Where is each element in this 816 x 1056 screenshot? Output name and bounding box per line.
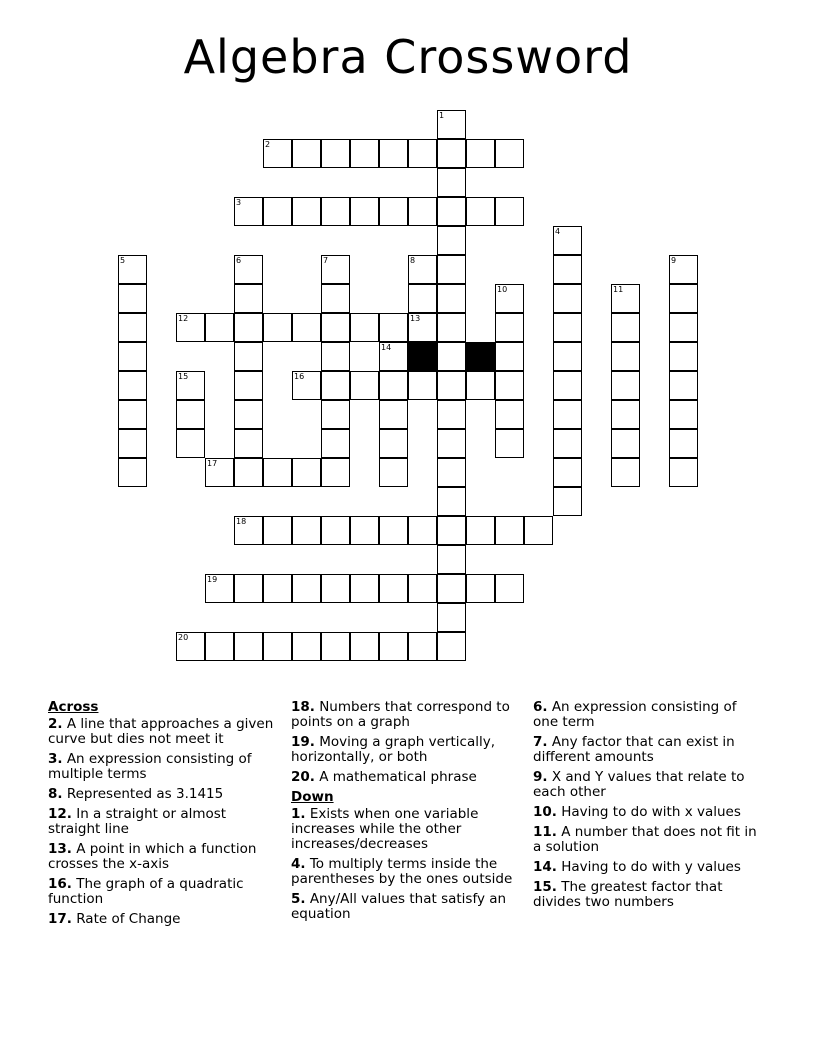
grid-cell[interactable] [524, 516, 553, 545]
grid-cell[interactable] [118, 313, 147, 342]
grid-cell[interactable] [234, 429, 263, 458]
grid-cell[interactable] [495, 371, 524, 400]
grid-cell[interactable] [350, 516, 379, 545]
grid-cell[interactable] [321, 458, 350, 487]
grid-cell[interactable] [234, 458, 263, 487]
grid-cell[interactable] [437, 545, 466, 574]
clue [48, 877, 278, 907]
grid-cell[interactable] [669, 284, 698, 313]
clue [48, 752, 278, 782]
grid-cell[interactable] [350, 632, 379, 661]
clue-num: 3. [48, 751, 63, 767]
grid-cell[interactable] [495, 284, 524, 313]
clue-number: 4 [555, 227, 561, 236]
grid-cell[interactable] [321, 371, 350, 400]
grid-cell[interactable] [611, 284, 640, 313]
grid-cell[interactable] [176, 400, 205, 429]
across-heading: Across [48, 699, 99, 715]
clue-number: 5 [120, 256, 126, 265]
grid-cell[interactable] [437, 284, 466, 313]
grid-cell[interactable] [669, 342, 698, 371]
clue [48, 717, 278, 747]
grid-cell[interactable] [437, 168, 466, 197]
clue-num: 11. [533, 824, 557, 840]
grid-cell[interactable] [553, 487, 582, 516]
clue [533, 825, 763, 855]
grid-cell[interactable] [437, 255, 466, 284]
grid-cell[interactable] [205, 313, 234, 342]
grid-cell[interactable] [379, 139, 408, 168]
clue-number: 18 [236, 517, 247, 526]
down-clue-list-continued [533, 700, 763, 910]
clue-num: 20. [291, 769, 315, 785]
grid-cell[interactable] [408, 516, 437, 545]
grid-cell[interactable] [118, 371, 147, 400]
clue-num: 6. [533, 699, 548, 715]
grid-cell[interactable] [495, 342, 524, 371]
grid-cell[interactable] [234, 197, 263, 226]
grid-cell[interactable] [321, 284, 350, 313]
clue-number: 10 [497, 285, 508, 294]
grid-cell[interactable] [495, 313, 524, 342]
grid-cell[interactable] [611, 342, 640, 371]
grid-cell[interactable] [611, 429, 640, 458]
grid-cell[interactable] [234, 313, 263, 342]
clue-text: Any factor that can exist in different amounts [533, 734, 735, 765]
grid-cell[interactable] [437, 197, 466, 226]
grid-cell[interactable] [118, 400, 147, 429]
clue-number: 20 [178, 633, 189, 642]
clue-number: 8 [410, 256, 416, 265]
clue-number: 11 [613, 285, 624, 294]
clue-text: An expression consisting of one term [533, 699, 737, 730]
clue [291, 700, 521, 730]
grid-cell[interactable] [437, 574, 466, 603]
grid-cell[interactable] [350, 574, 379, 603]
clue-text: The greatest factor that divides two numbers [533, 879, 723, 910]
grid-cell[interactable] [408, 313, 437, 342]
grid-cell[interactable] [321, 632, 350, 661]
grid-cell[interactable] [263, 197, 292, 226]
grid-cell[interactable] [495, 516, 524, 545]
clue-num: 5. [291, 891, 306, 907]
grid-cell[interactable] [379, 371, 408, 400]
grid-cell[interactable] [437, 458, 466, 487]
clue [291, 735, 521, 765]
grid-cell[interactable] [205, 574, 234, 603]
clue [48, 807, 278, 837]
grid-cell[interactable] [234, 632, 263, 661]
grid-cell[interactable] [321, 342, 350, 371]
clue-text: Rate of Change [71, 911, 181, 927]
across-clue-list [48, 717, 278, 927]
grid-cell[interactable] [379, 632, 408, 661]
grid-cell[interactable] [234, 255, 263, 284]
clue-number: 12 [178, 314, 189, 323]
clue-text: Any/All values that satisfy an equation [291, 891, 507, 922]
grid-cell[interactable] [234, 516, 263, 545]
clue-number: 17 [207, 459, 218, 468]
grid-cell[interactable] [553, 313, 582, 342]
grid-cell[interactable] [669, 400, 698, 429]
clue-number: 16 [294, 372, 305, 381]
grid-cell[interactable] [234, 371, 263, 400]
grid-cell[interactable] [466, 197, 495, 226]
grid-cell[interactable] [437, 487, 466, 516]
grid-cell[interactable] [437, 603, 466, 632]
clue [48, 912, 278, 927]
grid-cell[interactable] [321, 197, 350, 226]
grid-cell[interactable] [379, 574, 408, 603]
clue-num: 9. [533, 769, 548, 785]
grid-cell[interactable] [321, 574, 350, 603]
grid-cell[interactable] [350, 371, 379, 400]
clue-num: 16. [48, 876, 72, 892]
clue-text: In a straight or almost straight line [48, 806, 227, 837]
grid-cell[interactable] [234, 284, 263, 313]
clue-text: A mathematical phrase [314, 769, 477, 785]
blocked-cell [408, 342, 437, 371]
grid-cell[interactable] [234, 574, 263, 603]
grid-cell[interactable] [408, 574, 437, 603]
grid-cell[interactable] [263, 516, 292, 545]
blocked-cell [466, 342, 495, 371]
clue-num: 15. [533, 879, 557, 895]
grid-cell[interactable] [611, 400, 640, 429]
down-heading: Down [291, 789, 334, 805]
clue-num: 18. [291, 699, 315, 715]
grid-cell[interactable] [669, 313, 698, 342]
clue-num: 8. [48, 786, 63, 802]
clue [48, 842, 278, 872]
grid-cell[interactable] [437, 313, 466, 342]
grid-cell[interactable] [466, 371, 495, 400]
grid-cell[interactable] [292, 458, 321, 487]
grid-cell[interactable] [292, 574, 321, 603]
grid-cell[interactable] [118, 284, 147, 313]
grid-cell[interactable] [669, 255, 698, 284]
clue [291, 857, 521, 887]
clue-num: 14. [533, 859, 557, 875]
clue-number: 2 [265, 140, 271, 149]
grid-cell[interactable] [437, 226, 466, 255]
grid-cell[interactable] [408, 197, 437, 226]
grid-cell[interactable] [263, 313, 292, 342]
grid-cell[interactable] [553, 371, 582, 400]
clue-text: The graph of a quadratic function [48, 876, 244, 907]
grid-cell[interactable] [205, 458, 234, 487]
grid-cell[interactable] [350, 197, 379, 226]
clue [533, 770, 763, 800]
grid-cell[interactable] [553, 284, 582, 313]
grid-cell[interactable] [408, 632, 437, 661]
clue-num: 13. [48, 841, 72, 857]
clue-num: 17. [48, 911, 72, 927]
grid-cell[interactable] [669, 371, 698, 400]
grid-cell[interactable] [466, 516, 495, 545]
clue [291, 807, 521, 852]
grid-cell[interactable] [611, 458, 640, 487]
grid-cell[interactable] [350, 139, 379, 168]
grid-cell[interactable] [437, 400, 466, 429]
clue-text: A number that does not fit in a solution [533, 824, 757, 855]
clue [291, 770, 521, 785]
clue [533, 880, 763, 910]
clue-text: A point in which a function crosses the x-axis [48, 841, 257, 872]
grid-cell[interactable] [321, 255, 350, 284]
grid-cell[interactable] [495, 400, 524, 429]
grid-cell[interactable] [437, 632, 466, 661]
clue [533, 860, 763, 875]
grid-cell[interactable] [553, 255, 582, 284]
clue-text: To multiply terms inside the parentheses by the ones outside [291, 856, 513, 887]
grid-cell[interactable] [437, 139, 466, 168]
grid-cell[interactable] [263, 458, 292, 487]
clue [291, 892, 521, 922]
grid-cell[interactable] [408, 284, 437, 313]
clue-num: 2. [48, 716, 63, 732]
grid-cell[interactable] [437, 342, 466, 371]
clue-number: 3 [236, 198, 242, 207]
grid-cell[interactable] [118, 458, 147, 487]
grid-cell[interactable] [669, 429, 698, 458]
clue-text: A line that approaches a given curve but dies not meet it [48, 716, 274, 747]
clue-number: 7 [323, 256, 329, 265]
grid-cell[interactable] [379, 429, 408, 458]
grid-cell[interactable] [553, 226, 582, 255]
grid-cell[interactable] [321, 313, 350, 342]
grid-cell[interactable] [495, 429, 524, 458]
grid-cell[interactable] [292, 516, 321, 545]
clue [533, 805, 763, 820]
clue-number: 15 [178, 372, 189, 381]
grid-cell[interactable] [379, 458, 408, 487]
clue-number: 1 [439, 111, 445, 120]
clue-num: 4. [291, 856, 306, 872]
grid-cell[interactable] [176, 371, 205, 400]
clues-column-3 [533, 700, 763, 915]
down-clue-list [291, 807, 521, 922]
grid-cell[interactable] [379, 516, 408, 545]
grid-cell[interactable] [379, 197, 408, 226]
grid-cell[interactable] [669, 458, 698, 487]
grid-cell[interactable] [176, 313, 205, 342]
clue-text: An expression consisting of multiple terms [48, 751, 252, 782]
grid-cell[interactable] [611, 313, 640, 342]
grid-cell[interactable] [495, 139, 524, 168]
clue-num: 7. [533, 734, 548, 750]
grid-cell[interactable] [553, 458, 582, 487]
clue [48, 787, 278, 802]
across-clue-list-continued [291, 700, 521, 785]
grid-cell[interactable] [350, 313, 379, 342]
grid-cell[interactable] [118, 255, 147, 284]
clue-text: Moving a graph vertically, horizontally, or both [291, 734, 496, 765]
grid-cell[interactable] [234, 400, 263, 429]
grid-cell[interactable] [408, 139, 437, 168]
grid-cell[interactable] [205, 632, 234, 661]
grid-cell[interactable] [292, 371, 321, 400]
clue [533, 735, 763, 765]
grid-cell[interactable] [321, 400, 350, 429]
grid-cell[interactable] [379, 400, 408, 429]
grid-cell[interactable] [437, 429, 466, 458]
grid-cell[interactable] [321, 139, 350, 168]
clue-text: Represented as 3.1415 [62, 786, 224, 802]
grid-cell[interactable] [292, 197, 321, 226]
grid-cell[interactable] [176, 429, 205, 458]
clue-text: Numbers that correspond to points on a graph [291, 699, 510, 730]
clue-num: 19. [291, 734, 315, 750]
grid-cell[interactable] [321, 516, 350, 545]
clue-number: 9 [671, 256, 677, 265]
grid-cell[interactable] [495, 197, 524, 226]
grid-cell[interactable] [263, 574, 292, 603]
grid-cell[interactable] [118, 342, 147, 371]
grid-cell[interactable] [437, 371, 466, 400]
clue-number: 13 [410, 314, 421, 323]
grid-cell[interactable] [379, 313, 408, 342]
clue-text: Having to do with y values [556, 859, 741, 875]
grid-cell[interactable] [408, 371, 437, 400]
grid-cell[interactable] [234, 342, 263, 371]
clue-num: 12. [48, 806, 72, 822]
page-title: Algebra Crossword [183, 30, 633, 84]
grid-cell[interactable] [292, 139, 321, 168]
grid-cell[interactable] [379, 342, 408, 371]
grid-cell[interactable] [263, 632, 292, 661]
grid-cell[interactable] [553, 429, 582, 458]
grid-cell[interactable] [437, 516, 466, 545]
clue-number: 14 [381, 343, 392, 352]
clue-num: 1. [291, 806, 306, 822]
clue-number: 6 [236, 256, 242, 265]
grid-cell[interactable] [292, 313, 321, 342]
grid-cell[interactable] [263, 139, 292, 168]
grid-cell[interactable] [437, 110, 466, 139]
grid-cell[interactable] [118, 429, 147, 458]
grid-cell[interactable] [321, 429, 350, 458]
clue [533, 700, 763, 730]
clue-text: X and Y values that relate to each other [533, 769, 745, 800]
clues-column-1 [48, 700, 278, 932]
grid-cell[interactable] [553, 400, 582, 429]
grid-cell[interactable] [553, 342, 582, 371]
clue-num: 10. [533, 804, 557, 820]
grid-cell[interactable] [466, 574, 495, 603]
grid-cell[interactable] [495, 574, 524, 603]
grid-cell[interactable] [408, 255, 437, 284]
grid-cell[interactable] [176, 632, 205, 661]
grid-cell[interactable] [466, 139, 495, 168]
grid-cell[interactable] [611, 371, 640, 400]
grid-cell[interactable] [292, 632, 321, 661]
clue-number: 19 [207, 575, 218, 584]
clue-text: Exists when one variable increases while the other increases/decreases [291, 806, 479, 852]
clues-column-2 [291, 700, 521, 927]
clue-text: Having to do with x values [556, 804, 741, 820]
